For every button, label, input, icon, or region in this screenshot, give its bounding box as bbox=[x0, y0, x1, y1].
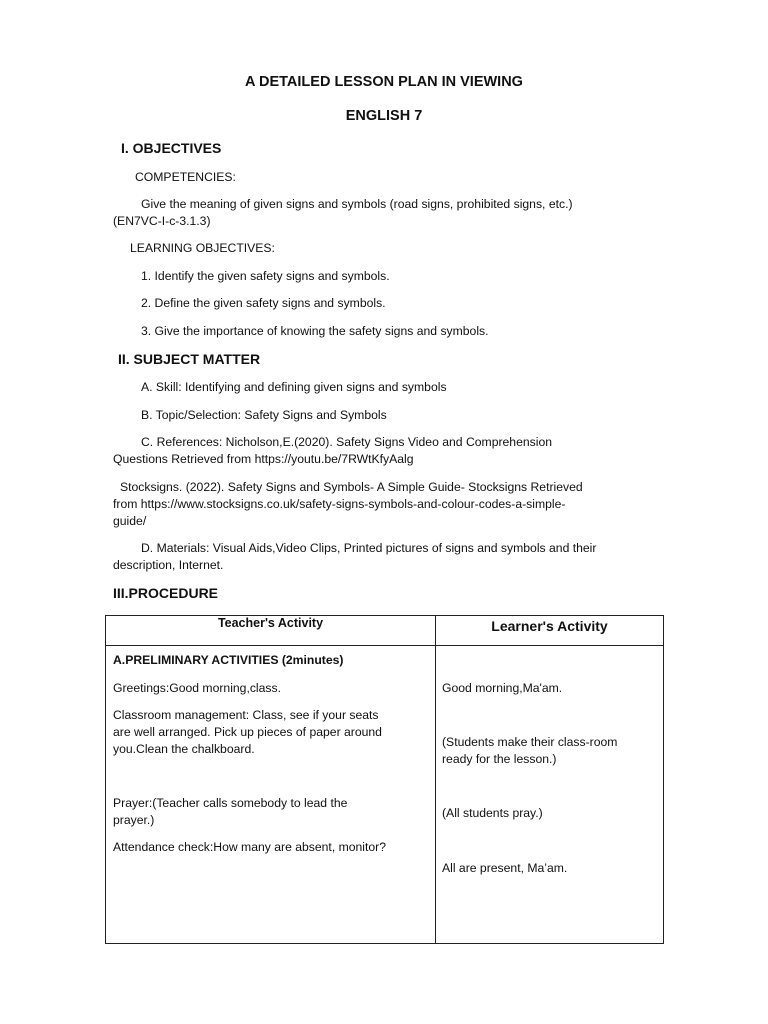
competency-text: Give the meaning of given signs and symbols (road signs, prohibited signs, etc.) bbox=[141, 197, 573, 211]
stocksigns-link: from https://www.stocksigns.co.uk/safety-signs-symbols-and-colour-codes-a-simple- bbox=[113, 497, 566, 511]
teacher-prayer: Prayer:(Teacher calls somebody to lead the bbox=[113, 796, 348, 810]
teacher-classroom-management-3: you.Clean the chalkboard. bbox=[113, 742, 255, 756]
teacher-prayer-2: prayer.) bbox=[113, 813, 155, 827]
teacher-classroom-management-2: are well arranged. Pick up pieces of paper around bbox=[113, 725, 382, 739]
document-subtitle: ENGLISH 7 bbox=[345, 108, 423, 124]
preliminary-activities-label: A.PRELIMINARY ACTIVITIES (2minutes) bbox=[113, 653, 344, 667]
learner-activity-header bbox=[436, 616, 664, 646]
competency-code: (EN7VC-I-c-3.1.3) bbox=[113, 214, 211, 228]
objective-item: 3. Give the importance of knowing the safety signs and symbols. bbox=[141, 324, 489, 338]
learner-activity-label: Learner's Activity bbox=[491, 618, 608, 634]
stocksigns-reference: Stocksigns. (2022). Safety Signs and Symbols- A Simple Guide- Stocksigns Retrieved bbox=[120, 480, 583, 494]
skill-text: A. Skill: Identifying and defining given signs and symbols bbox=[141, 380, 447, 394]
document-title: A DETAILED LESSON PLAN IN VIEWING bbox=[245, 74, 523, 90]
learner-classroom-response: (Students make their class-room bbox=[442, 735, 618, 749]
competencies-label: COMPETENCIES: bbox=[135, 170, 236, 184]
topic-text: B. Topic/Selection: Safety Signs and Symbols bbox=[141, 408, 387, 422]
teacher-activity-cell bbox=[106, 646, 436, 944]
learner-greetings: Good morning,Ma'am. bbox=[442, 681, 563, 695]
learner-activity-cell bbox=[436, 646, 664, 944]
teacher-greetings: Greetings:Good morning,class. bbox=[113, 681, 281, 695]
materials-text-end: description, Internet. bbox=[113, 558, 224, 572]
teacher-activity-label: Teacher's Activity bbox=[217, 616, 324, 630]
objective-item: 1. Identify the given safety signs and symbols. bbox=[141, 269, 390, 283]
learning-objectives-label: LEARNING OBJECTIVES: bbox=[130, 241, 275, 255]
objective-item: 2. Define the given safety signs and symbols. bbox=[141, 296, 386, 310]
teacher-attendance: Attendance check:How many are absent, monitor? bbox=[113, 840, 387, 854]
learner-prayer: (All students pray.) bbox=[442, 806, 543, 820]
objectives-heading: I. OBJECTIVES bbox=[121, 140, 222, 156]
references-text: C. References: Nicholson,E.(2020). Safety Signs Video and Comprehension bbox=[141, 435, 552, 449]
teacher-classroom-management: Classroom management: Class, see if your seats bbox=[113, 708, 379, 722]
references-link: Questions Retrieved from https://youtu.be/7RWtKfyAalg bbox=[113, 452, 414, 466]
learner-attendance: All are present, Ma’am. bbox=[442, 861, 568, 875]
materials-text: D. Materials: Visual Aids,Video Clips, Printed pictures of signs and symbols and their bbox=[141, 541, 597, 555]
teacher-activity-header bbox=[106, 616, 436, 646]
stocksigns-link-end: guide/ bbox=[113, 514, 147, 528]
subject-matter-heading: II. SUBJECT MATTER bbox=[118, 351, 261, 367]
procedure-heading: III.PROCEDURE bbox=[113, 585, 219, 601]
learner-classroom-response-2: ready for the lesson.) bbox=[442, 752, 557, 766]
procedure-table bbox=[105, 615, 664, 944]
